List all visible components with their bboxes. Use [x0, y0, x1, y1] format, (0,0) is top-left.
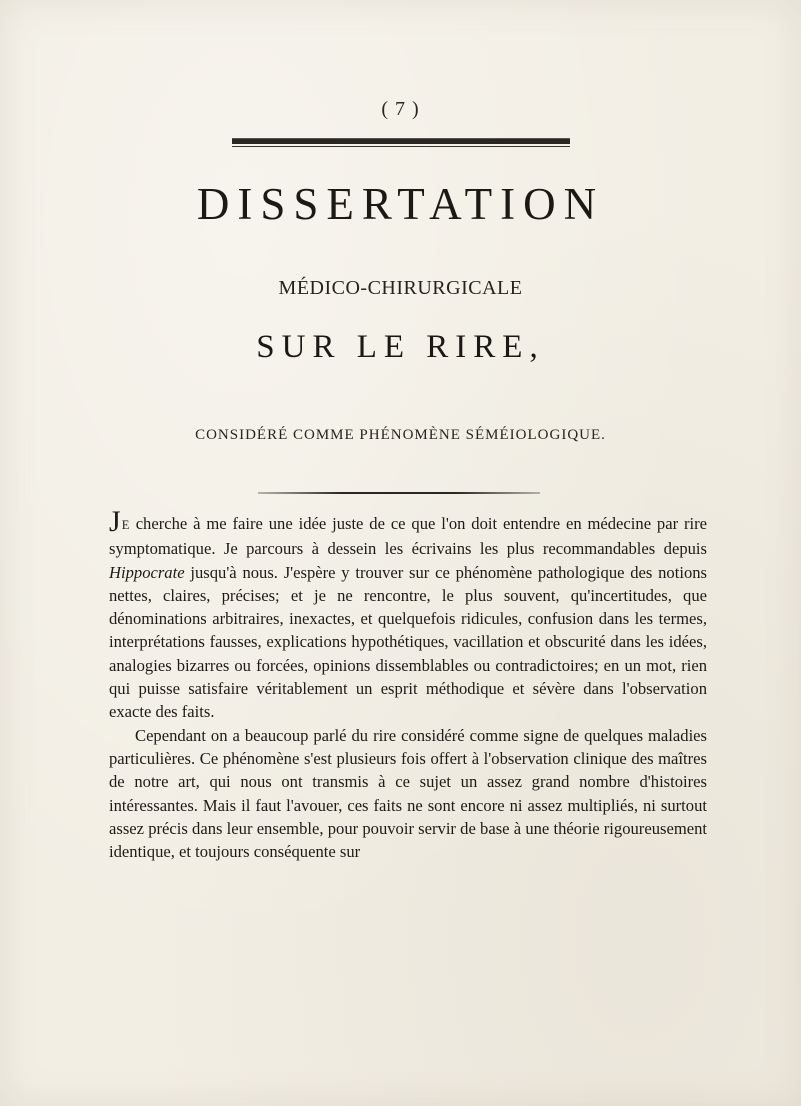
title-subject: SUR LE RIRE,	[256, 329, 545, 365]
paragraph-1-text-a: cherche à me faire une idée juste de ce que l'on doit entendre en médecine par rire symptomatique. Je parcours à dessein les écrivains les plus recommandables depuis	[109, 514, 707, 559]
paragraph-1	[109, 505, 707, 724]
page-number: ( 7 )	[381, 98, 420, 120]
title-subtitle: MÉDICO-CHIRURGICALE	[278, 277, 523, 299]
paragraph-1-text-b: jusqu'à nous. J'espère y trouver sur ce phénomène pathologique des notions nettes, claires, précises; et je ne rencontre, le plus souvent, qu'incertitudes, que dénominations arbitraires, inexactes, et quelquefois ridicules, confusion dans les termes, interprétations fausses, explications hypothétiques, vacillation et obscurité dans les idées, analogies bizarres ou forcées, opinions dissemblables ou contradictoires; en un mot, rien qui puisse satisfaire véritablement un esprit méthodique et sévère dans l'observation exacte des faits.	[109, 562, 707, 722]
author-name: Hippocrate	[109, 562, 185, 582]
title-considered-as: CONSIDÉRÉ COMME PHÉNOMÈNE SÉMÉIOLOGIQUE.	[195, 427, 606, 443]
header-rule	[232, 138, 570, 144]
initial-smallcap: E	[121, 518, 130, 532]
paragraph-2: Cependant on a beaucoup parlé du rire considéré comme signe de quelques maladies particulières. Ce phénomène s'est plusieurs fois offert à l'observation clinique des maîtres de notre art, qui nous ont transmis à ce sujet un assez grand nombre d'histoires intéressantes. Mais il faut l'avouer, ces faits ne sont encore ni assez multipliés, ni surtout assez précis dans leur ensemble, pour pouvoir servir de base à une théorie rigoureusement identique, et toujours conséquente sur	[109, 725, 707, 862]
section-rule	[258, 492, 540, 494]
body-text	[109, 505, 707, 863]
initial-letter: J	[109, 505, 121, 538]
title-main: DISSERTATION	[196, 179, 605, 229]
